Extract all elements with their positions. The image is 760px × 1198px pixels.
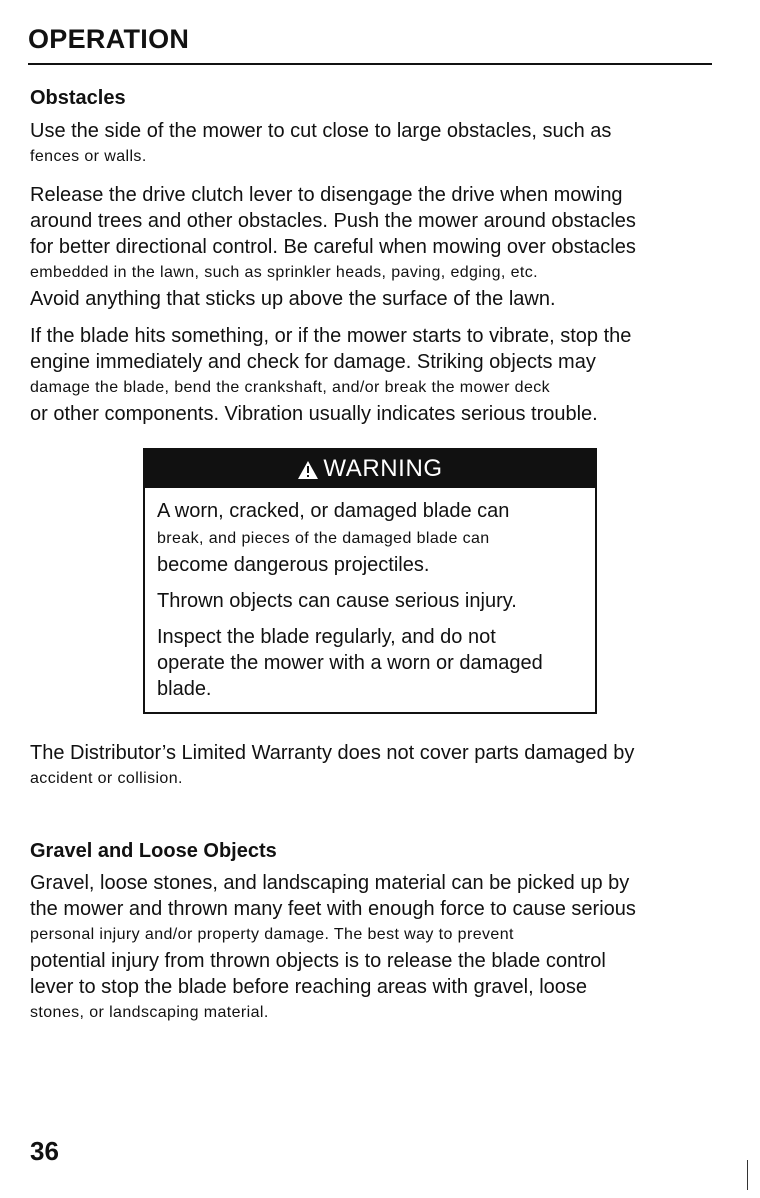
gravel-paragraph: Gravel, loose stones, and landscaping material can be picked up by the mower and thrown many feet with enough force to cause serious personal injury and/or property damage. The best way to prevent potential injury from thrown objects is to release the blade control lever to stop the blade before reaching areas with gravel, loose stones, or landscaping material. — [30, 872, 636, 1021]
warning-title: WARNING — [323, 455, 443, 482]
obstacles-paragraph-1: Use the side of the mower to cut close to large obstacles, such as fences or walls. — [30, 120, 612, 165]
header-divider — [28, 63, 712, 65]
warning-box — [143, 448, 597, 714]
warning-header — [145, 450, 595, 488]
page-number: 36 — [30, 1136, 59, 1166]
warning-body — [145, 488, 595, 702]
edge-mark — [747, 1160, 748, 1190]
gravel-heading: Gravel and Loose Objects — [30, 840, 277, 862]
page-title: OPERATION — [28, 24, 190, 54]
warning-triangle-icon — [297, 459, 319, 479]
obstacles-paragraph-3: If the blade hits something, or if the mower starts to vibrate, stop the engine immediately and check for damage. Striking objects may damage the blade, bend the crankshaft, and/or break the mower deck or other components. Vibration usually indicates serious trouble. — [30, 325, 632, 425]
warning-paragraph-3: Inspect the blade regularly, and do not operate the mower with a worn or damaged blade. — [157, 626, 543, 700]
obstacles-paragraph-2: Release the drive clutch lever to disengage the drive when mowing around trees and other obstacles. Push the mower around obstacles for better directional control. Be careful when mowing over obstacles embedded in the lawn, such as sprinkler heads, paving, edging, etc. Avoid anything that sticks up above the surface of the lawn. — [30, 184, 636, 310]
warranty-paragraph: The Distributor’s Limited Warranty does not cover parts damaged by accident or collision. — [30, 742, 635, 787]
warning-paragraph-2: Thrown objects can cause serious injury. — [157, 590, 517, 612]
obstacles-heading: Obstacles — [30, 87, 126, 109]
warning-paragraph-1: A worn, cracked, or damaged blade can break, and pieces of the damaged blade can become dangerous projectiles. — [157, 500, 510, 576]
